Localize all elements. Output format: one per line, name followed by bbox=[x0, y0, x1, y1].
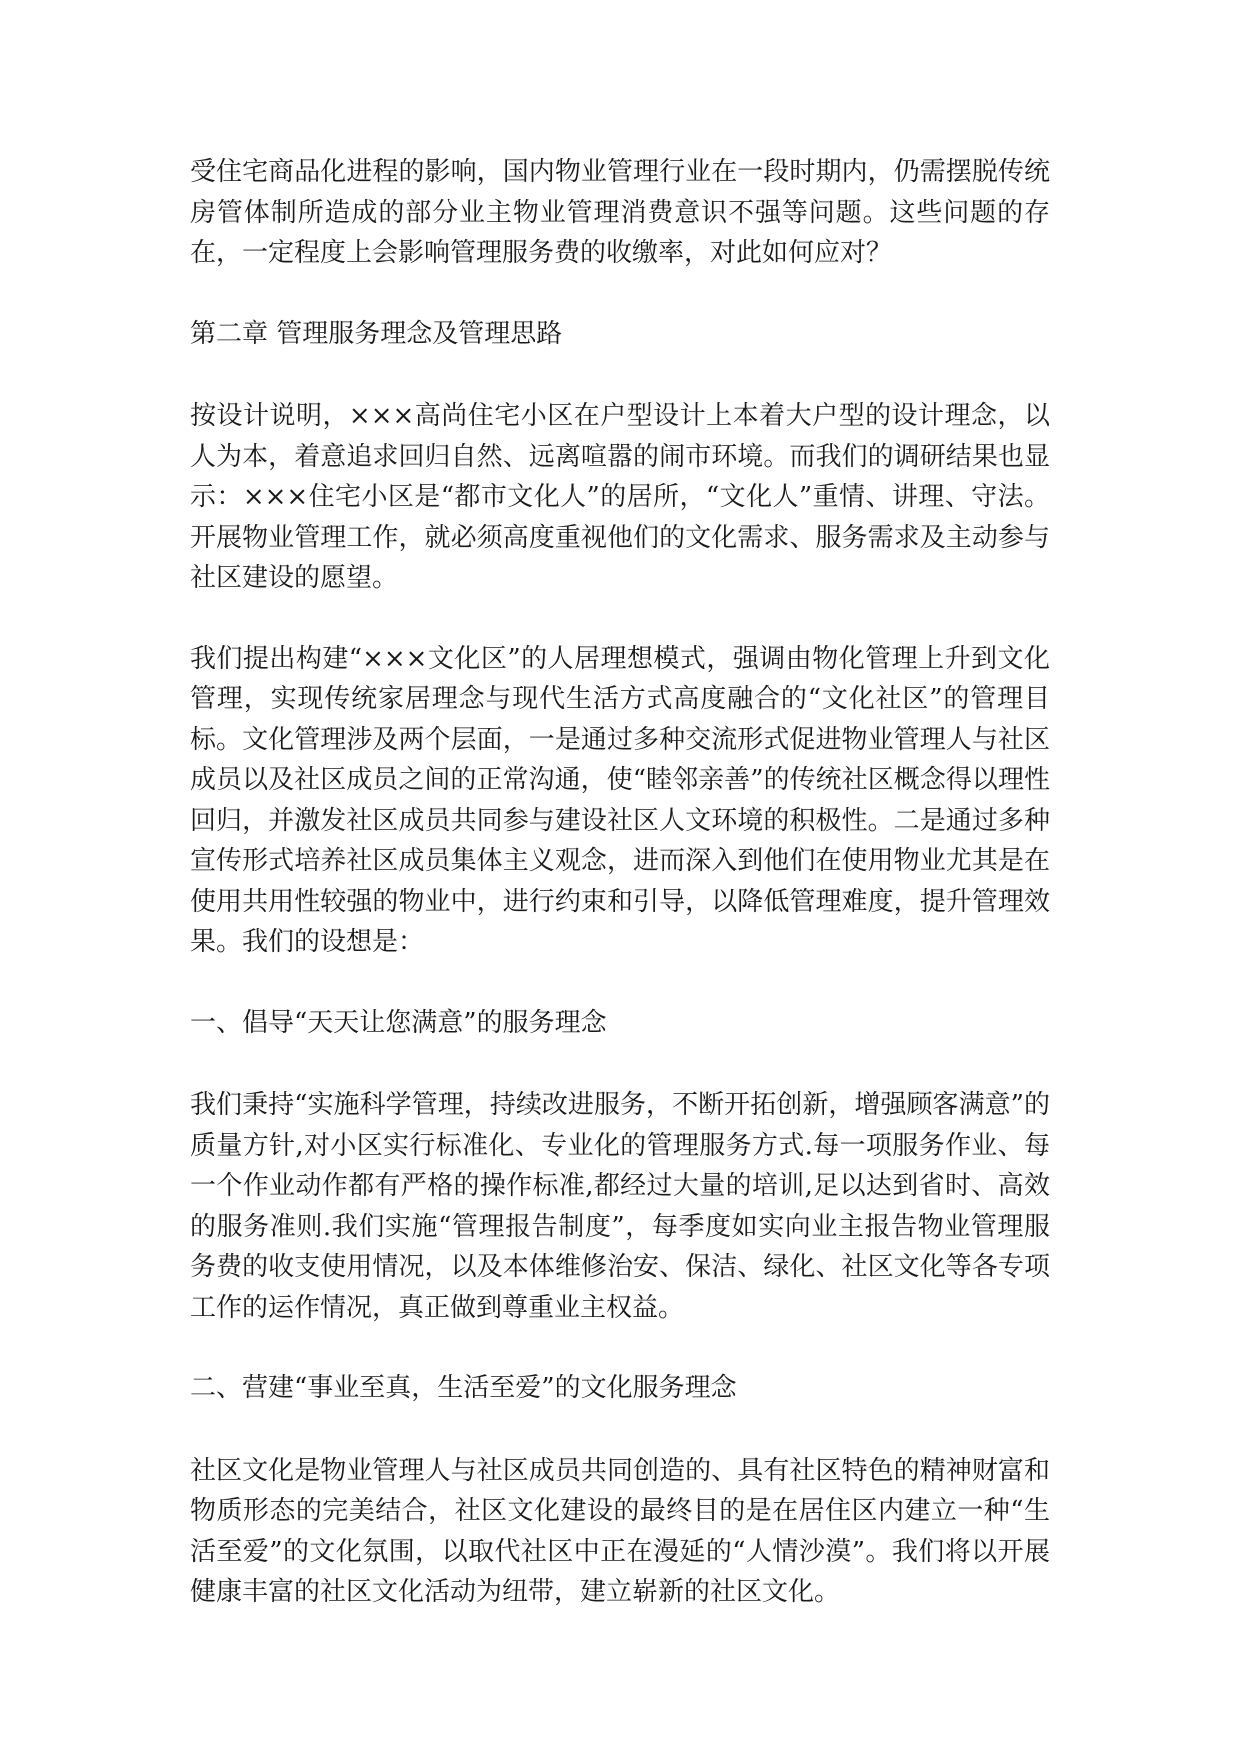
paragraph-culture-management: 我们提出构建“×××文化区”的人居理想模式，强调由物化管理上升到文化管理，实现传统家居理念与现代生活方式高度融合的“文化社区”的管理目标。文化管理涉及两个层面，一是通过多种交流形式促进物业管理人与社区成员以及社区成员之间的正常沟通，使“睦邻亲善”的传统社区概念得以理性回归，并激发社区成员共同参与建设社区人文环境的积极性。二是通过多种宣传形式培养社区成员集体主义观念，进而深入到他们在使用物业尤其是在使用共用性较强的物业中，进行约束和引导，以降低管理难度，提升管理效果。我们的设想是： bbox=[190, 643, 1050, 957]
section-heading-service: 一、倡导“天天让您满意”的服务理念 bbox=[190, 1007, 607, 1038]
section-heading-culture: 二、营建“事业至真，生活至爱”的文化服务理念 bbox=[190, 1373, 737, 1403]
document-body bbox=[190, 152, 1050, 1653]
paragraph-community-culture: 社区文化是物业管理人与社区成员共同创造的、具有社区特色的精神财富和物质形态的完美结合，社区文化建设的最终目的是在居住区内建立一种“生活至爱”的文化氛围，以取代社区中正在漫延的“人情沙漠”。我们将以开展健康丰富的社区文化活动为纽带，建立崭新的社区文化。 bbox=[190, 1455, 1050, 1607]
paragraph-service-policy: 我们秉持“实施科学管理，持续改进服务，不断开拓创新，增强顾客满意”的质量方针,对小区实行标准化、专业化的管理服务方式.每一项服务作业、每一个作业动作都有严格的操作标准,都经过大量的培训,足以达到省时、高效的服务准则.我们实施“管理报告制度”，每季度如实向业主报告物业管理服务费的收支使用情况，以及本体维修治安、保洁、绿化、社区文化等各专项工作的运作情况，真正做到尊重业主权益。 bbox=[190, 1090, 1050, 1323]
chapter-heading: 第二章 管理服务理念及管理思路 bbox=[190, 318, 563, 349]
paragraph-intro: 受住宅商品化进程的影响，国内物业管理行业在一段时期内，仍需摆脱传统房管体制所造成的部分业主物业管理消费意识不强等问题。这些问题的存在，一定程度上会影响管理服务费的收缴率，对此如何应对？ bbox=[190, 157, 1050, 268]
paragraph-design-concept: 按设计说明，×××高尚住宅小区在户型设计上本着大户型的设计理念，以人为本，着意追求回归自然、远离喧嚣的闹市环境。而我们的调研结果也显示：×××住宅小区是“都市文化人”的居所，“文化人”重情、讲理、守法。开展物业管理工作，就必须高度重视他们的文化需求、服务需求及主动参与社区建设的愿望。 bbox=[190, 401, 1050, 593]
